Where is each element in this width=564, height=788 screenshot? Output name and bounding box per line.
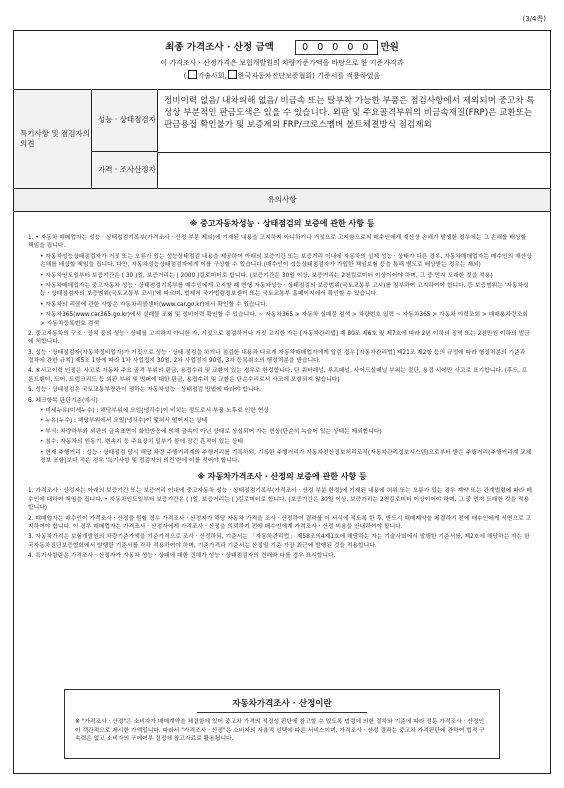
price-title-row [14, 39, 550, 55]
price-standard-line: ( 기술사회, 한국자동차진단보증협회) 기준서를 적용하였음 [183, 72, 381, 80]
list-item: • 미세누유(미세누수) : 해당부위에 오일(냉각수)이 비치는 정도로서 부품 노후로 인한 현상 [40, 408, 269, 415]
appraisal-guide-box [64, 689, 500, 759]
list-item: 5. 성능 · 상태점검은 국토교통부장관이 정하는 자동차성능 · 상태점검 방법에 따라야 합니다. [28, 387, 261, 394]
list-item: • 현재 주행거리 : 성능 · 상태점검 당시 해당 차량 주행거리계의 주행거리를 기록하되, 기록한 주행거리가 자동차전산정보처리조직(자동차관리정보시스템)으로부터 받은 주행거리(주행거리계 교체 정보 포함)보다 적은 경우 '특기사항 및 점검자의 의견'란에 이를 적어야 합니다. [40, 449, 532, 464]
list-item: 2. 중고자동차의 구조 · 장치 등의 성능 · 상태를 고지하지 아니한 자, 거짓으로 점검하거나 거짓 고지한 자는 [자동차관리법] 제 80조 제6호 및 제7호에 따라 2년 이하의 징역 또는 2천만원 이하의 벌금에 처합니다. [28, 330, 530, 346]
list-item: 1. 가격조사 · 산정자는 아래의 보증기간 또는 보증거리 이내에 중고자동차 성능 · 상태점검기록부(가격조사 · 산정 부분 한정)에 기재된 내용에 허위 또는 오류가 있는 경우 계약 또는 관계법령에 따라 매수인에 대하여 책임을 집니다. • 자동차인도일부터 보증기간은 ( )일, 보증거리는 ( )킬로미터로 합니다. (보증기간은 30일 이상, 보증거리는 2천킬로미터 이상이어야 하며, 그 중 먼저 도래한 것을 적용합니다) [28, 488, 532, 512]
price-amount-box [295, 40, 378, 55]
list-item: 4. 특기사항란은 가격조사 · 산정자가 자동차 성능 · 상태에 대한 견해가 성능 · 상태점검자의 견해와 다를 경우 표시합니다. [28, 553, 336, 560]
notice-header: 유의사항 [14, 189, 550, 212]
checkbox-diagnosis-association[interactable] [228, 70, 237, 79]
form-frame [13, 30, 551, 774]
list-item: 2. 매매업자는 매수인이 가격조사 · 산정을 원할 경우 가격조사 · 산정자가 해당 자동차 가격을 조사 · 산정하여 결과를 이 서식에 적도록 한 후, 반드시 매매계약을 체결하기 전에 매수인에게 서면으로 고지하여야 합니다. 이 경우 매매업자는 가격조사 · 산정자에게 가격조사 · 산정을 의뢰하기 전에 매수인에게 가격조사 · 산정 비용을 안내하여야 합니다. [28, 515, 532, 530]
checkbox-technician-society[interactable] [188, 70, 197, 79]
price-basis-line: 이 가격조사 · 산정가격은 보험개발원의 차량기준가액을 바탕으로 한 기준가격과 [160, 59, 404, 67]
list-item: 1. • 자동차 매매업자는 성능 · 상태점검기록부(가격조사 · 산정 부분 제외)에 기재된 내용을 고지하지 아니하거나 거짓으로 고지함으로써 매수인에게 재산상 손해가 발생한 경우에는 그 손해를 배상할 책임을 집니다. [28, 235, 527, 250]
list-item: • 자동차성능상태점검자가 거짓 또는 오류가 있는 성능상태점검 내용을 제공하여 아래의 보증기간 또는 보증거리 이내에 자동차의 실제 성능 · 상태가 다른 경우, 자동차매매업자는 매수인의 재산상 손해를 배상할 책임을 집니다. 다만, 자동차성능상태점검자에게 이를 구상할 수 있습니다.(매수인이 성능상태점검자가 가입한 책임보험 등을 통해 별도로 배상받는 경우는 제외) [40, 253, 532, 269]
list-item: • 자동차365(www.car365.go.kr)에서 실매물 조회 및 정비이력 확인할 수 있습니다. ~ 자동차365 > 자동차 실매물 검색 > 차량번호 입력 ~ 자동차365 > 자동차 이력조회 > 매매용차량조회 > 자동차등록번호 검색 [40, 312, 528, 327]
price-digits: 0 0 0 0 0 [302, 42, 372, 53]
list-item: 4. ⑥시고이력 인정은 사고로 자동차 주요 골격 부위의 판금, 용접수리 및 교환이 있는 경우로 한정합니다. 단 쿼터패널, 루프패널, 사이드실패널 부위는 절단, 용접 시에만 사고로 표기합니다. (후드, 프론트펜더, 도어, 트렁크리드 등 외판 부위 및 범퍼에 대한 판금, 용접수리 및 교환은 단순수리로서 사고에 포함되지 않습니다) [28, 368, 528, 383]
opinion-left-label: 특기사항 및 점검자의 의견 [14, 90, 92, 188]
appraiser-label: 가격 · 조사산정자 [92, 152, 158, 188]
price-unit: 만원 [380, 42, 399, 53]
list-item: • 누유(누수) : 해당부위에서 오일(냉각수)이 맺혀서 떨어지는 상태 [40, 418, 208, 425]
guide-body: ※ "가격조사 · 산정"은 소비자가 매매계약을 체결함에 있어 중고차 가격의 적정성 판단에 참고할 수 있도록 법령에 의한 절차와 기준에 따라 전문 가격조사 · 산정인이 객관적으로 제시한 가액입니다. 따라서 "가격조사 · 산정"은 소비자의 자율적 선택에 따른 서비스이며, 가격조사 · 산정 결과는 중고차 가격판단에 관하여 법적 구속력은 없고 소비자의 구매여부 결정에 참고자료로 활용됩니다. [75, 719, 485, 743]
section2-list [14, 487, 550, 560]
opinion-table [14, 90, 550, 189]
price-title: 최종 가격조사 · 산정 금액 [165, 42, 274, 53]
guide-title: 자동차가격조사 · 산정이란 [197, 697, 367, 713]
inspector-label: 성능 · 상태점검자 [92, 90, 158, 152]
list-item: • 부식: 차량하부와 외판의 금속표면이 화학반응에 의해 금속이 아닌 상태로 상실되어 가는 현상(단순히 녹슬어 있는 상태는 제외합니다) [40, 428, 382, 435]
section1-title: ※ 중고자동차성능 · 상태점검의 보증에 관한 사항 등 [189, 219, 375, 228]
inspector-opinion-text: 정비이력 없음/ 내차피해 없음/ 비금속 또는 탈부착 가능한 부품은 점검사항에서 제외되며 중고차 특성상 부분적인 판금도색은 있을 수 있습니다. 외판 및 주요골격부위의 비금속재질(FRP)은 교환또는 판금용접 확인불가 및 보증제외 FRP/크로스멤버 볼트체결방식 점검제외 [164, 96, 535, 131]
price-block [14, 31, 550, 90]
list-item: 6. 체크항목 판단기준(예시) [28, 397, 98, 404]
list-item: • 자동차인도일부터 보증기간은 ( 30 )일, 보증거리는 ( 2000 )킬로미터로 합니다. (보증기간은 30일 이상, 보증거리는 2천킬로미터 이상이어야 하며, 그 중 먼저 도래한 것을 적용) [40, 272, 493, 279]
list-item: • 침수: 자동차의 원동기, 변속기 등 주요장치 일부가 물에 잠긴 흔적이 있는 상태 [40, 439, 243, 446]
list-item: 3. 성능 · 상태점검자(자동차정비업자)가 거짓으로 성능 · 상태 점검을 하거나 점검한 내용과 다르게 자동차매매업자에게 알린 경우 [자동차관리법] 제21조 제2항 등의 규정에 따라 행정처분의 기준과 절차에 관한 규칙] 제5조 1항에 따라 1차 사업정지 30일, 2차 사업정지 90일, 3차 등록취소의 행정처분을 받습니다. [28, 349, 526, 365]
list-item: • 자동차매매업자는 중고자동차 성능 · 상태점검기록부를 매수인에게 고지할 때 현행 자동차성능 · 상태점검의 보증범위(국토교통부 고시)를 첨부하여 고지하여야 합니다. 등 보증범위는 '자동차성능 · 상태점검자의 보증범위(국토교통부 고시)'에 따르며, 법제처 국가법령정보센터 또는 국토교통부 홈페이지에서 확인할 수 있습니다. [40, 282, 529, 298]
opinion-divider [158, 152, 550, 153]
section2-title: ※ 자동차가격조사 · 산정의 보증에 관한 사항 등 [197, 472, 367, 482]
page-number: (3/4쪽) [522, 15, 546, 23]
list-item: • 자동차의 리콜에 관한 사항은 자동차리콜센터(www.car.go.kr)에서 확인할 수 있습니다. [40, 301, 268, 308]
list-item: 3. 자동차가격은 보험개발원의 차량기준가액을 기준가격으로 조사 · 산정하되, 기준서는 「자동차관리법」 제58조의4제1호에 해당하는 자는 기술사회에서 발행한 기준서를, 제2호에 해당하는 자는 한국자동차진단보증협회에서 발행한 기준서를 각각 적용하여야 하며, 기준가격과 기준서는 산정일 기준 가장 최근에 발행된 것을 적용합니다. [28, 534, 530, 549]
section1-list [14, 234, 550, 465]
